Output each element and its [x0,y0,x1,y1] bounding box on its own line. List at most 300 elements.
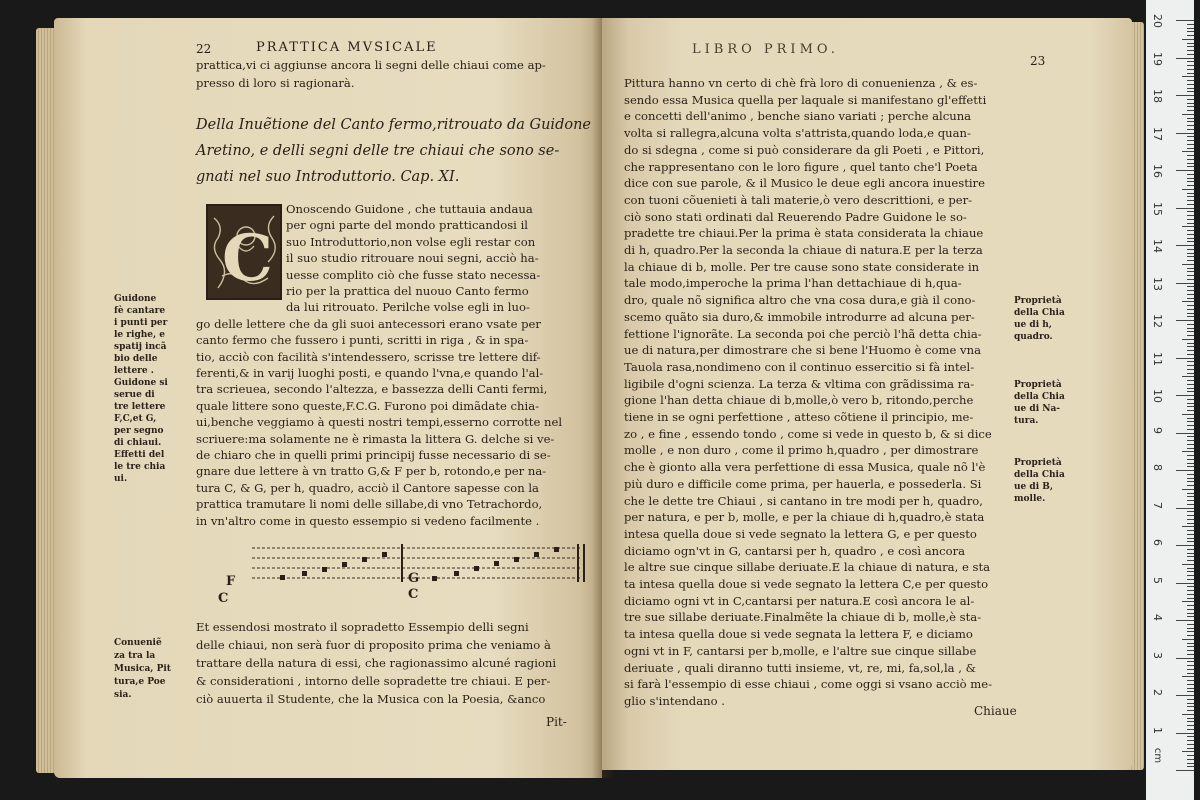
ruler-tick [1187,455,1194,456]
ruler-tick [1187,35,1194,36]
ruler-tick [1187,440,1194,441]
text-line: fettione l'ignorãte. La seconda poi che perciò l'hã detta chia- [624,326,982,341]
ruler-tick [1187,759,1194,760]
ruler-tick [1187,755,1194,756]
ruler-tick [1187,181,1194,182]
ruler-tick [1187,571,1194,572]
ruler-tick [1187,350,1194,351]
ruler-tick [1187,635,1194,636]
ruler-tick [1182,489,1194,490]
margin-note-line: Guidone si [114,378,168,388]
text-line: do si sdegna , come si può considerare da gli Poeti , e Pittori, [624,142,985,157]
ruler-tick [1187,706,1194,707]
chapter-title-line: Della Inuẽtione del Canto fermo,ritrouato da Guidone [196,117,591,133]
ruler-tick [1187,129,1194,130]
ruler-tick [1187,174,1194,175]
ruler-tick [1187,69,1194,70]
ruler-tick [1187,403,1194,404]
text-line: deriuate , quali diranno tutti insieme, vt, re, mi, fa,sol,la , & [624,660,976,675]
margin-note-line: Proprietà [1014,380,1062,390]
margin-note-line: ui. [114,474,128,484]
text-line: diciamo ogni vt in C,cantarsi per natura.E così ancora le al- [624,593,975,608]
text-line: che le dette tre Chiaui , si cantano in tre modi per h, quadro, [624,493,983,508]
ruler-tick [1187,305,1194,306]
text-line: molle , e non duro , come il primo h,quadro , per dimostrare [624,443,979,458]
ruler-tick [1187,290,1194,291]
margin-note-line: le tre chia [114,462,166,472]
ruler-tick [1187,253,1194,254]
ruler-tick [1187,646,1194,647]
ruler-tick [1182,264,1194,265]
ruler-tick [1187,406,1194,407]
ruler-number: 20 [1151,14,1164,28]
ruler-tick [1187,616,1194,617]
left-running-head: PRATTICA MVSICALE [256,40,438,55]
ruler-tick [1182,301,1194,302]
ruler-tick [1187,369,1194,370]
initial-letter: C [222,221,273,296]
ruler-tick [1187,661,1194,662]
ruler-tick [1187,365,1194,366]
ruler-number: 19 [1151,51,1164,66]
ruler-tick [1182,151,1194,152]
margin-note-line: tura. [1014,416,1039,426]
ruler-tick [1176,508,1194,509]
ruler-number: 3 [1151,651,1164,659]
ruler-tick [1187,669,1194,670]
text-line: de chiaro che in quelli primi principij fusse necessario di se- [196,448,551,462]
ruler-tick [1187,421,1194,422]
text-line: da lui ritrouato. Perilche volse egli in luo- [286,300,530,315]
measuring-ruler [1146,0,1194,800]
ruler-tick [1182,114,1194,115]
ruler-tick [1187,159,1194,160]
ruler-tick [1187,286,1194,287]
ruler-tick [1187,553,1194,554]
ruler-tick [1182,76,1194,77]
ruler-tick [1187,354,1194,355]
margin-note-line: quadro. [1014,332,1053,342]
ruler-tick [1187,200,1194,201]
text-line: presso di loro si ragionarà. [196,76,355,90]
text-line: tiene in se ogni perfettione , atteso cõtiene il principio, me- [624,410,974,424]
text-line: ue di natura,per dimostrare che si bene l'Huomo è come vna [624,343,981,358]
ruler-tick [1187,598,1194,599]
ruler-tick [1187,515,1194,516]
ruler-tick [1187,429,1194,430]
margin-note-line: le righe, e [114,330,165,340]
ruler-tick [1187,643,1194,644]
text-line: Pittura hanno vn certo di chè frà loro di conuenienza , & es- [624,76,978,90]
ruler-tick [1187,523,1194,524]
ruler-tick [1187,335,1194,336]
ruler-tick [1187,223,1194,224]
ruler-tick [1176,770,1194,771]
ruler-number: 14 [1151,239,1164,253]
ruler-tick [1187,256,1194,257]
margin-note-line: della Chia [1014,392,1065,402]
ruler-tick [1187,500,1194,501]
ruler-tick [1187,519,1194,520]
ruler-tick [1187,511,1194,512]
margin-note-line: Guidone [114,294,157,304]
right-page [602,18,1132,770]
text-line: Tauola rasa,nondimeno con il continuo essercitio si fà intel- [624,359,975,374]
margin-note-line: fè cantare [114,306,166,316]
ruler-tick [1182,376,1194,377]
ruler-tick [1187,594,1194,595]
chapter-title-line: Aretino, e delli segni delle tre chiaui che sono se- [196,143,560,159]
text-line: di h, quadro.Per la seconda la chiaue di natura.E per la terza [624,243,983,257]
text-line: intesa quella doue si vede segnato la lettera G, e per questo [624,526,977,541]
ruler-tick [1176,583,1194,584]
ruler-tick [1187,140,1194,141]
ruler-tick [1182,714,1194,715]
ruler-tick [1187,328,1194,329]
ruler-tick [1187,219,1194,220]
margin-note-line: tre lettere [114,402,166,412]
ruler-tick [1187,110,1194,111]
staff-label-f: F [226,574,236,589]
ruler-tick [1187,680,1194,681]
ruler-tick [1176,658,1194,659]
ruler-tick [1187,703,1194,704]
ruler-number: 8 [1151,464,1164,471]
ruler-tick [1187,721,1194,722]
ruler-tick [1187,204,1194,205]
text-line: ogni vt in F, cantarsi per b,molle, e l'altre sue cinque sillabe [624,643,977,658]
ruler-tick [1187,763,1194,764]
ruler-tick [1182,639,1194,640]
ruler-tick [1187,148,1194,149]
ruler-tick [1187,166,1194,167]
text-line: che rappresentano con le loro figure , quel tanto che'l Poeta [624,159,978,174]
ruler-tick [1187,436,1194,437]
margin-note-line: Proprietà [1014,296,1062,306]
text-line: prattica tramutare li nomi delle sillabe,di vno Tetrachordo, [196,497,543,512]
ruler-tick [1187,493,1194,494]
ruler-tick [1187,91,1194,92]
text-line: tre sue sillabe deriuate.Finalmẽte la chiaue di b, molle,è sta- [624,610,982,625]
ruler-unit: cm [1152,747,1164,764]
margin-note-line: bio delle [114,354,158,364]
ruler-tick [1187,103,1194,104]
text-line: Et essendosi mostrato il sopradetto Essempio delli segni [196,620,529,634]
text-line: zo , e fine , essendo tondo , come si vede in questo b, & si dice [624,426,992,441]
decorated-initial-icon [208,206,280,298]
ruler-tick [1187,373,1194,374]
margin-note-line: Conueniẽ [114,638,162,648]
ruler-tick [1187,485,1194,486]
ruler-tick [1187,106,1194,107]
margin-note-line: ue di Na- [1014,404,1061,414]
margin-note-line: sia. [114,690,132,700]
ruler-tick [1187,628,1194,629]
text-line: per natura, e per b, molle, e per la chiaue di h,quadro,è stata [624,510,985,525]
ruler-tick [1187,478,1194,479]
ruler-tick [1187,73,1194,74]
ruler-tick [1187,361,1194,362]
ruler-tick [1187,736,1194,737]
ruler-tick [1182,339,1194,340]
margin-note-line: ue di h, [1014,320,1052,330]
text-line: rio per la prattica del nuouo Canto fermo [286,284,529,298]
ruler-tick [1187,586,1194,587]
ruler-tick [1187,144,1194,145]
text-line: ta intesa quella doue si vede segnata la lettera F, e diciamo [624,627,973,642]
text-line: ligibile d'ogni scienza. La terza & vltima con grãdissima ra- [624,376,975,391]
staff-label-c1: C [218,591,229,606]
ruler-tick [1187,631,1194,632]
ruler-tick [1187,504,1194,505]
ruler-tick [1182,39,1194,40]
ruler-tick [1187,410,1194,411]
ruler-tick [1187,80,1194,81]
text-line: uesse complito ciò che fusse stato necessa- [286,267,541,282]
right-running-head: LIBRO PRIMO. [692,42,839,57]
ruler-tick [1187,271,1194,272]
text-line: la chiaue di b, molle. Per tre cause sono state considerate in [624,259,980,274]
ruler-tick [1187,699,1194,700]
ruler-number: 7 [1151,501,1164,509]
ruler-tick [1187,534,1194,535]
ruler-tick [1187,691,1194,692]
ruler-tick [1187,624,1194,625]
text-line: per ogni parte del mondo pratticandosi il [286,218,528,233]
ruler-tick [1187,215,1194,216]
ruler-tick [1187,579,1194,580]
ruler-number: 9 [1151,426,1164,434]
ruler-tick [1187,688,1194,689]
ruler-tick [1182,601,1194,602]
text-line: ta intesa quella doue si vede segnato la lettera C,e per questo [624,577,989,591]
text-line: che è gionto alla vera perfettione di essa Musica, quale nõ l'è [624,460,986,475]
text-line: ui,benche veggiamo à questi nostri tempi,esserno corrotte nel [196,415,563,430]
ruler-tick [1182,751,1194,752]
ruler-tick [1187,241,1194,242]
ruler-tick [1187,31,1194,32]
ruler-number: 16 [1151,164,1164,178]
text-line: sendo essa Musica quella per laquale si manifestano gl'effetti [624,92,987,107]
ruler-tick [1187,575,1194,576]
ruler-tick [1187,234,1194,235]
ruler-tick [1187,279,1194,280]
text-line: glio s'intendano . [624,693,725,708]
ruler-tick [1176,433,1194,434]
text-line: scriuere:ma solamente ne è rimasta la littera G. delche si ve- [196,431,555,446]
ruler-number: 12 [1151,314,1164,328]
ruler-tick [1182,564,1194,565]
text-line: tale modo,imperoche la prima l'han dettachiaue di h,qua- [624,276,962,291]
text-line: scemo quãto sia duro,& immobile introdurre ad alcuna per- [624,309,975,324]
ruler-number: 18 [1151,89,1164,103]
ruler-tick [1187,418,1194,419]
ruler-tick [1187,568,1194,569]
ruler-tick [1176,620,1194,621]
ruler-tick [1187,211,1194,212]
ruler-tick [1187,399,1194,400]
text-line: prattica,vi ci aggiunse ancora li segni delle chiaui come ap- [196,58,546,72]
ruler-number: 6 [1151,539,1164,546]
ruler-tick [1182,226,1194,227]
text-line: Onoscendo Guidone , che tuttauia andaua [286,202,533,216]
ruler-tick [1187,99,1194,100]
ruler-number: 10 [1151,389,1164,403]
text-line: gnare due lettere à vn tratto G,& F per b, rotondo,e per na- [196,464,547,479]
text-line: e concetti dell'animo , benche siano variati ; perche alcuna [624,109,972,124]
ruler-number: 11 [1151,351,1164,366]
text-line: & considerationi , intorno delle sopradette tre chiaui. E per- [196,674,551,688]
ruler-tick [1187,744,1194,745]
ruler-tick [1187,178,1194,179]
ruler-tick [1187,163,1194,164]
ruler-tick [1182,676,1194,677]
text-line: ferenti,& in varij luoghi posti, e quando l'vna,e quando l'al- [196,366,544,380]
ruler-tick [1187,84,1194,85]
text-line: tio, acciò con facilità s'intendessero, scrisse tre lettere dif- [196,349,541,364]
ruler-number: 5 [1151,576,1164,584]
ruler-tick [1187,549,1194,550]
ruler-tick [1176,20,1194,21]
ruler-tick [1187,309,1194,310]
margin-note-line: za tra la [114,651,156,661]
ruler-tick [1182,451,1194,452]
ruler-tick [1187,313,1194,314]
ruler-tick [1187,43,1194,44]
margin-note-line: F,C,et G, [114,414,157,424]
margin-note-line: Proprietà [1014,458,1062,468]
ruler-tick [1187,684,1194,685]
left-catchword: Pit- [546,715,567,729]
left-page-number: 22 [196,42,212,56]
ruler-tick [1187,388,1194,389]
ruler-tick [1187,46,1194,47]
ruler-tick [1187,294,1194,295]
ruler-tick [1187,605,1194,606]
ruler-tick [1187,65,1194,66]
ruler-number: 1 [1151,726,1164,734]
ruler-tick [1187,230,1194,231]
ruler-tick [1187,496,1194,497]
ruler-tick [1187,121,1194,122]
text-line: tura C, & G, per h, quadro, acciò il Cantore sapesse con la [196,480,539,495]
text-line: gione l'han detta chiaue di b,molle,ò vero b, ritondo,perche [624,393,974,408]
ruler-number: 2 [1151,689,1164,696]
ruler-tick [1187,54,1194,55]
ruler-tick [1187,541,1194,542]
text-line: trattare della natura di essi, che ragionassimo alcuné ragioni [196,656,557,670]
ruler-tick [1187,193,1194,194]
ruler-number: 17 [1151,126,1164,141]
ruler-tick [1187,609,1194,610]
margin-note-line: per segno [114,426,164,436]
text-line: delle chiaui, non serà fuor di proposito prima che veniamo à [196,638,551,652]
text-line: suo Introduttorio,non volse egli restar con [286,234,536,249]
ruler-tick [1187,448,1194,449]
ruler-tick [1187,118,1194,119]
ruler-tick [1187,459,1194,460]
ruler-tick [1187,185,1194,186]
margin-note-line: molle. [1014,494,1046,504]
ruler-tick [1187,530,1194,531]
margin-note-line: lettere . [114,366,154,376]
ruler-tick [1187,343,1194,344]
ruler-tick [1187,718,1194,719]
ruler-tick [1187,463,1194,464]
ruler-tick [1187,61,1194,62]
staff-label-g: G [408,571,420,586]
ruler-tick [1187,590,1194,591]
margin-note-line: Effetti del [114,450,165,460]
ruler-tick [1187,384,1194,385]
staff-label-c2: C [408,587,419,602]
ruler-tick [1187,324,1194,325]
ruler-tick [1187,729,1194,730]
ruler-tick [1187,613,1194,614]
right-catchword: Chiaue [974,704,1017,718]
ruler-tick [1176,733,1194,734]
text-line: pradette tre chiaui.Per la prima è stata considerata la chiaue [624,226,984,241]
text-line: canto fermo che fussero i punti, scritti in riga , & in spa- [196,333,529,348]
ruler-tick [1187,28,1194,29]
ruler-tick [1187,155,1194,156]
ruler-tick [1187,268,1194,269]
ruler-tick [1187,474,1194,475]
ruler-number: 13 [1151,276,1164,291]
ruler-tick [1187,481,1194,482]
text-line: in vn'altro come in questo essempio si vedeno facilmente . [196,513,540,528]
margin-note-line: ue di B, [1014,482,1053,492]
ruler-tick [1176,283,1194,284]
ruler-tick [1176,95,1194,96]
ruler-tick [1176,395,1194,396]
ruler-tick [1182,189,1194,190]
ruler-tick [1187,740,1194,741]
text-line: con tuoni cõuenieti à tali materie,ò vero descrittioni, e per- [624,192,973,207]
ruler-tick [1176,133,1194,134]
ruler-tick [1187,560,1194,561]
margin-note-line: Musica, Pit [114,664,171,674]
margin-note-line: tura,e Poe [114,677,166,687]
ruler-tick [1176,245,1194,246]
ruler-number: 15 [1151,201,1164,216]
margin-note-line: di chiaui. [114,438,162,448]
ruler-tick [1182,414,1194,415]
open-book [36,10,1146,790]
ruler-tick [1187,725,1194,726]
text-line: dice con sue parole, & il Musico le deue egli ancora inuestire [624,176,985,191]
ruler-tick [1187,710,1194,711]
chapter-title-line: gnati nel suo Introduttorio. Cap. XI. [196,169,460,185]
ruler-tick [1187,766,1194,767]
text-line: go delle lettere che da gli suoi antecessori erano vsate per [196,316,541,331]
ruler-tick [1176,545,1194,546]
text-line: diciamo ogn'vt in G, cantarsi per h, quadro , e così ancora [624,543,966,558]
text-line: volta si rallegra,alcuna volta s'attrista,quando loda,e quan- [624,126,971,141]
text-line: ciò sono stati ordinati dal Reuerendo Padre Guidone le so- [624,209,967,224]
margin-note-line: i punti per [114,318,168,328]
ruler-tick [1187,298,1194,299]
ruler-tick [1187,380,1194,381]
text-line: ciò auuerta il Studente, che la Musica con la Poesia, &anco [196,692,546,706]
ruler-tick [1176,695,1194,696]
ruler-tick [1187,196,1194,197]
ruler-tick [1176,208,1194,209]
ruler-number: 4 [1151,614,1164,621]
margin-note-line: della Chia [1014,308,1065,318]
ruler-tick [1187,466,1194,467]
ruler-tick [1187,125,1194,126]
